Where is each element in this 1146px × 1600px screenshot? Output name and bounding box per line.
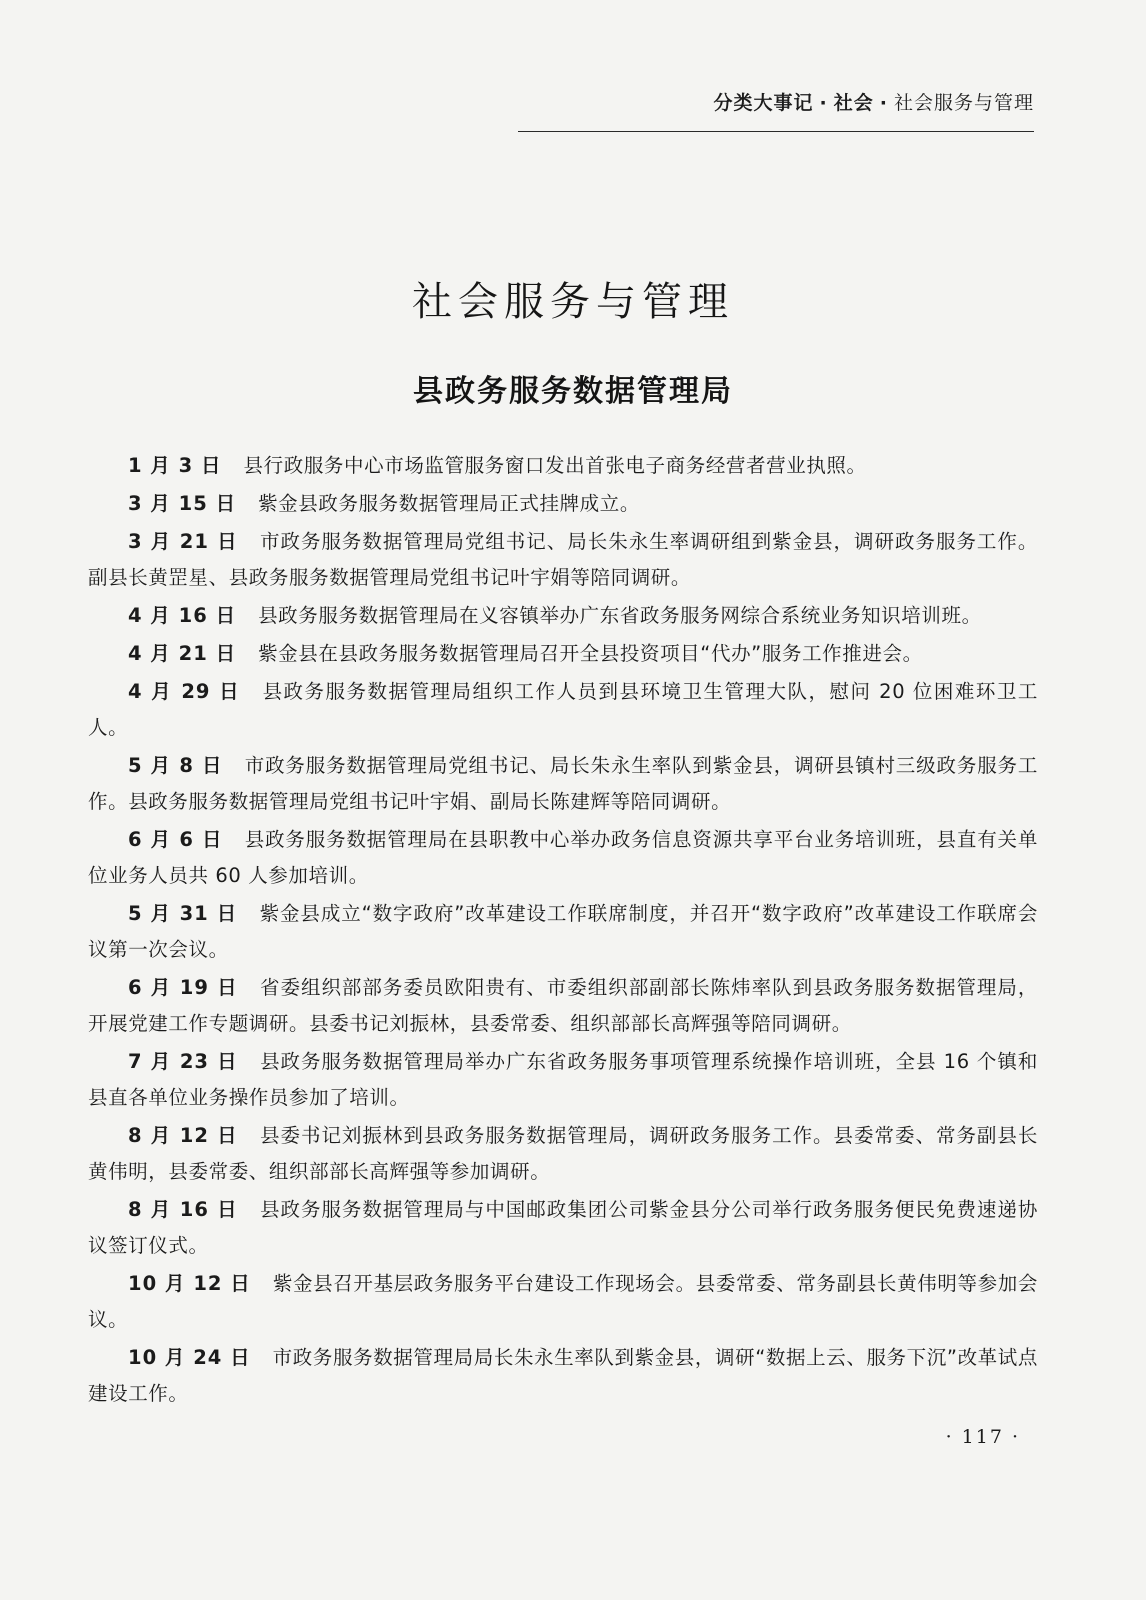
entry-text: 市政务服务数据管理局局长朱永生率队到紫金县，调研“数据上云、服务下沉”改革试点建设工作。 [88, 1346, 1038, 1405]
entry-text: 紫金县在县政务服务数据管理局召开全县投资项目“代办”服务工作推进会。 [258, 642, 923, 665]
entry-date: 6 月 6 日 [128, 828, 223, 851]
entry-date: 4 月 29 日 [128, 680, 241, 703]
entry-text: 紫金县政务服务数据管理局正式挂牌成立。 [258, 492, 640, 515]
chronicle-entry [88, 1340, 1038, 1412]
entry-date: 5 月 8 日 [128, 754, 223, 777]
chronicle-entry [88, 748, 1038, 820]
chronicle-entry [88, 1192, 1038, 1264]
entry-text: 县政务服务数据管理局在义容镇举办广东省政务服务网综合系统业务知识培训班。 [258, 604, 982, 627]
entry-date: 7 月 23 日 [128, 1050, 239, 1073]
chronicle-entry [88, 524, 1038, 596]
entry-text: 县委书记刘振林到县政务服务数据管理局，调研政务服务工作。县委常委、常务副县长黄伟明，县委常委、组织部部长高辉强等参加调研。 [88, 1124, 1038, 1183]
entry-text: 紫金县召开基层政务服务平台建设工作现场会。县委常委、常务副县长黄伟明等参加会议。 [88, 1272, 1038, 1331]
entry-date: 6 月 19 日 [128, 976, 238, 999]
page-number: · 117 · [945, 1426, 1020, 1448]
header-section: 社会 [833, 92, 874, 114]
chronicle-entry [88, 598, 1038, 634]
entry-text: 县政务服务数据管理局举办广东省政务服务事项管理系统操作培训班，全县 16 个镇和县直各单位业务操作员参加了培训。 [88, 1050, 1038, 1109]
entry-date: 10 月 12 日 [128, 1272, 251, 1295]
running-header [714, 88, 1034, 115]
chronicle-entry [88, 1044, 1038, 1116]
chronicle-entry [88, 970, 1038, 1042]
entry-text: 县政务服务数据管理局组织工作人员到县环境卫生管理大队，慰问 20 位困难环卫工人。 [88, 680, 1038, 739]
entry-date: 10 月 24 日 [128, 1346, 251, 1369]
section-title: 县政务服务数据管理局 [413, 374, 733, 409]
entry-text: 市政务服务数据管理局党组书记、局长朱永生率调研组到紫金县，调研政务服务工作。副县长黄罡星、县政务服务数据管理局党组书记叶宇娟等陪同调研。 [88, 530, 1038, 589]
header-category: 分类大事记 [713, 92, 814, 114]
entry-date: 3 月 21 日 [128, 530, 238, 553]
header-subsection: 社会服务与管理 [893, 92, 1034, 114]
entry-date: 8 月 12 日 [128, 1124, 238, 1147]
header-separator: · [879, 92, 888, 114]
entry-date: 5 月 31 日 [128, 902, 238, 925]
entry-date: 1 月 3 日 [128, 454, 222, 477]
chronicle-entry [88, 822, 1038, 894]
entry-text: 紫金县成立“数字政府”改革建设工作联席制度，并召开“数字政府”改革建设工作联席会议第一次会议。 [88, 902, 1038, 961]
main-title: 社会服务与管理 [412, 279, 734, 325]
chronicle-entry [88, 896, 1038, 968]
entry-text: 市政务服务数据管理局党组书记、局长朱永生率队到紫金县，调研县镇村三级政务服务工作。县政务服务数据管理局党组书记叶宇娟、副局长陈建辉等陪同调研。 [88, 754, 1038, 813]
entry-date: 3 月 15 日 [128, 492, 237, 515]
entry-date: 4 月 21 日 [128, 642, 237, 665]
chronicle-entry [88, 1266, 1038, 1338]
header-separator: · [819, 92, 828, 114]
chronicle-entry [88, 486, 1038, 522]
chronicle-entry [88, 1118, 1038, 1190]
chronicle-entries [88, 448, 1038, 1414]
chronicle-entry [88, 636, 1038, 672]
header-rule [518, 131, 1034, 132]
entry-text: 省委组织部部务委员欧阳贵有、市委组织部副部长陈炜率队到县政务服务数据管理局，开展党建工作专题调研。县委书记刘振林，县委常委、组织部部长高辉强等陪同调研。 [88, 976, 1038, 1035]
entry-text: 县政务服务数据管理局在县职教中心举办政务信息资源共享平台业务培训班，县直有关单位业务人员共 60 人参加培训。 [88, 828, 1038, 887]
entry-text: 县政务服务数据管理局与中国邮政集团公司紫金县分公司举行政务服务便民免费速递协议签订仪式。 [88, 1198, 1038, 1257]
entry-date: 8 月 16 日 [128, 1198, 238, 1221]
entry-text: 县行政服务中心市场监管服务窗口发出首张电子商务经营者营业执照。 [243, 454, 867, 477]
entry-date: 4 月 16 日 [128, 604, 237, 627]
chronicle-entry [88, 448, 1038, 484]
chronicle-entry [88, 674, 1038, 746]
